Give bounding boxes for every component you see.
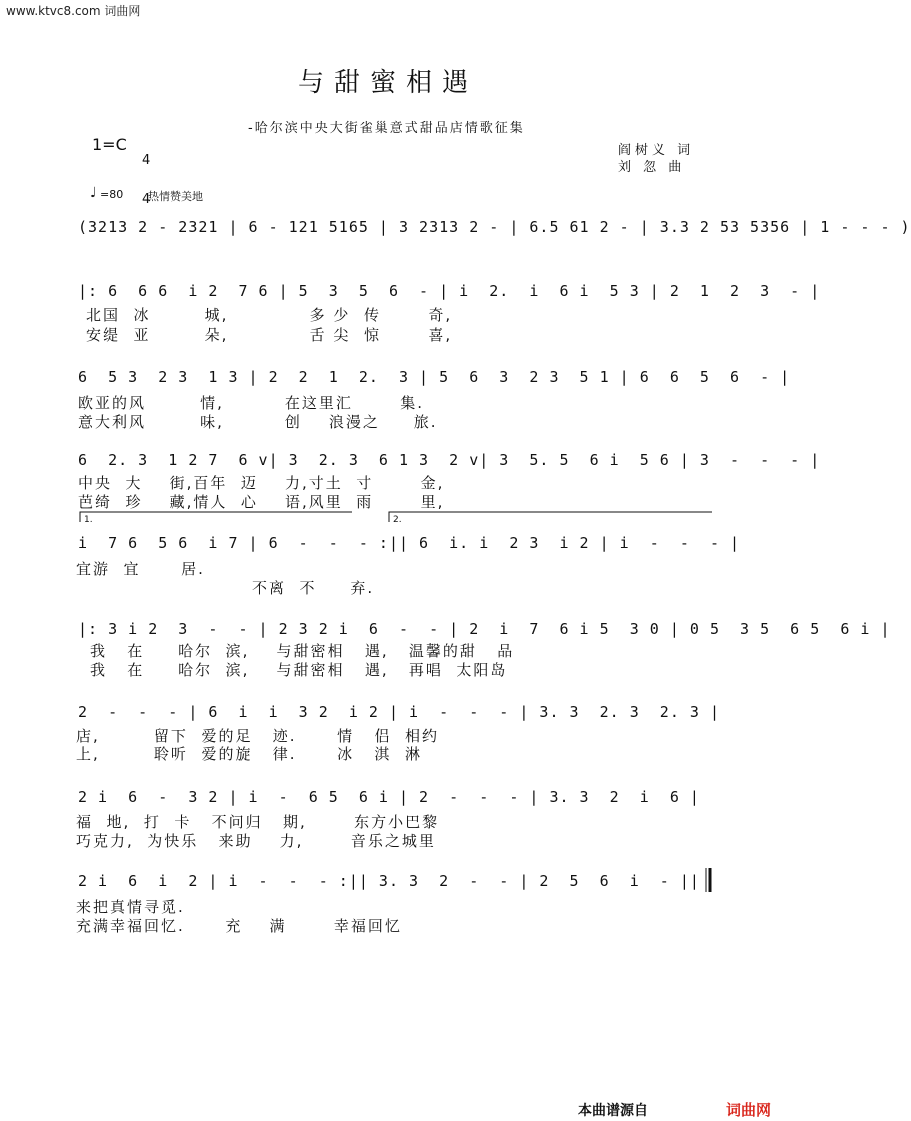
system-3-lyrics-2: 意大利风 味, 创 浪漫之 旅. [78,413,438,431]
system-9-lyrics-1: 来把真情寻觅. [76,898,185,916]
system-5-lyrics-1: 宜游 宜 居. [76,560,205,578]
system-5-notes: i 7 6 5 6 i 7 | 6 - - - :|| 6 i. i 2 3 i 2 | i - - - | [78,534,741,552]
first-ending-bracket [80,512,352,522]
second-ending-bracket [389,512,712,522]
system-6-lyrics-1: 我 在 哈尔 滨, 与甜密相 遇, 温馨的甜 品 [90,642,515,660]
system-4-lyrics-1: 中央 大 街,百年 迈 力,寸土 寸 金, [78,474,445,492]
key-signature: 1=C [92,135,127,154]
system-9-lyrics-2: 充满幸福回忆. 充 满 幸福回忆 [76,917,402,935]
time-signature-bottom: 4 [142,192,151,207]
first-ending-label: 1. [84,515,93,525]
system-3-lyrics-1: 欧亚的风 情, 在这里汇 集. [78,394,424,412]
system-2-lyrics-2: 安缇 亚 朵, 舌 尖 惊 喜, [86,326,453,344]
composer-credit: 刘 忽 曲 [618,160,686,175]
song-title: 与甜蜜相遇 [298,68,479,98]
tempo-marking: =80 [100,188,124,201]
system-5-lyrics-2: 不离 不 弃. [76,579,375,597]
system-6-notes: |: 3 i 2 3 - - | 2 3 2 i 6 - - | 2 i 7 6 i 5 3 0 | 0 5 3 5 6 5 6 i | [78,620,891,638]
footer-brand-link[interactable]: 词曲网 [726,1101,772,1119]
system-3-notes: 6 5 3 2 3 1 3 | 2 2 1 2. 3 | 5 6 3 2 3 5 1 | 6 6 5 6 - | [78,368,791,386]
system-4-lyrics-2: 芭绮 珍 藏,情人 心 语,风里 雨 里, [78,493,445,511]
system-4-notes: 6 2. 3 1 2 7 6 v| 3 2. 3 6 1 3 2 v| 3 5. 5 6 i 5 6 | 3 - - - | [78,451,821,469]
system-7-notes: 2 - - - | 6 i i 3 2 i 2 | i - - - | 3. 3 2. 3 2. 3 | [78,703,720,721]
quarter-note-icon: ♩ [90,185,97,201]
expression-marking: 热情赞美地 [148,190,203,203]
system-8-lyrics-1: 福 地, 打 卡 不问归 期, 东方小巴黎 [76,813,440,831]
system-7-lyrics-1: 店, 留下 爱的足 迹. 情 侣 相约 [76,727,439,745]
footer-source: 本曲谱源自 [578,1103,648,1119]
second-ending-label: 2. [393,515,402,525]
system-8-lyrics-2: 巧克力, 为快乐 来助 力, 音乐之城里 [76,832,436,850]
watermark-text: www.ktvc8.com 词曲网 [6,4,141,18]
system-2-notes: |: 6 6 6 i 2 7 6 | 5 3 5 6 - | i 2. i 6 i 5 3 | 2 1 2 3 - | [78,282,821,300]
system-1-notes: (3213 2 - 2321 | 6 - 121 5165 | 3 2313 2 - | 6.5 61 2 - | 3.3 2 53 5356 | 1 - - - ) [78,218,911,236]
system-8-notes: 2 i 6 - 3 2 | i - 6 5 6 i | 2 - - - | 3. 3 2 i 6 | [78,788,700,806]
time-signature-top: 4 [142,153,151,168]
system-2-lyrics-1: 北国 冰 城, 多 少 传 奇, [86,306,453,324]
system-6-lyrics-2: 我 在 哈尔 滨, 与甜密相 遇, 再唱 太阳岛 [90,661,508,679]
song-subtitle: -哈尔滨中央大街雀巢意式甜品店情歌征集 [248,121,525,136]
system-9-notes: 2 i 6 i 2 | i - - - :|| 3. 3 2 - - | 2 5 6 i - || [78,872,700,890]
system-7-lyrics-2: 上, 聆听 爱的旋 律. 冰 淇 淋 [76,745,422,763]
lyricist-credit: 阎树义 词 [618,143,695,158]
